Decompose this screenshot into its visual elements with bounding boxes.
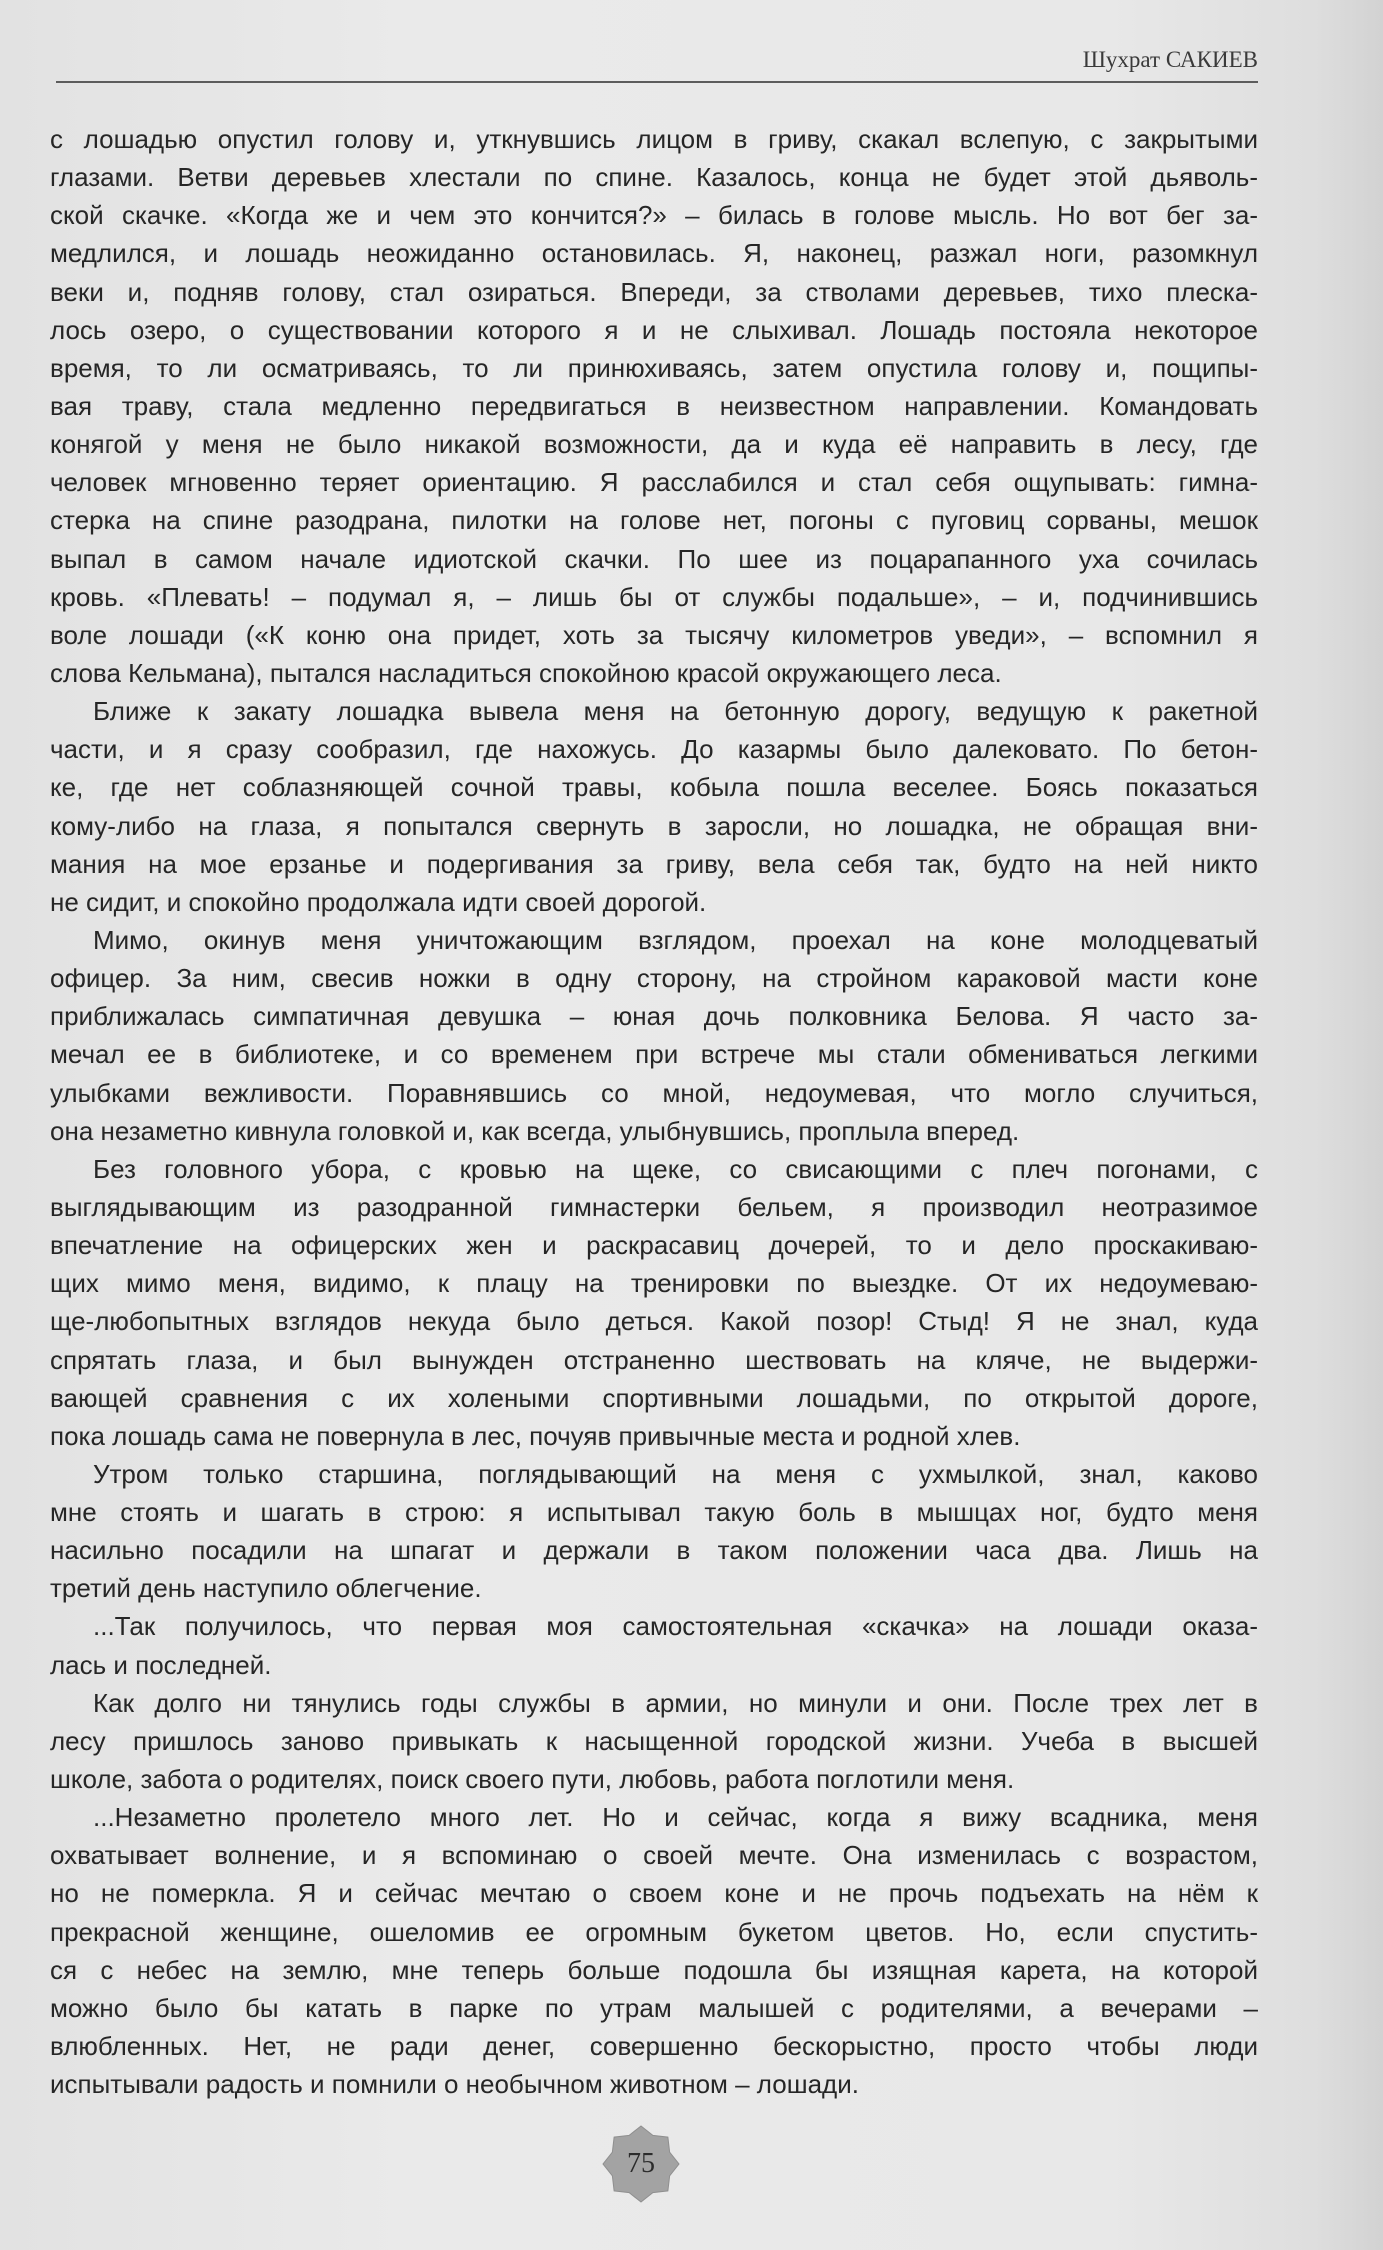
paragraph	[50, 1150, 1258, 1455]
text-line: впечатление на офицерских жен и раскрасавиц дочерей, то и дело проскакиваю-	[50, 1230, 1258, 1261]
paragraph	[50, 1455, 1258, 1608]
text-line: школе, забота о родителях, поиск своего пути, любовь, работа поглотили меня.	[50, 1764, 1015, 1795]
text-line: не сидит, и спокойно продолжала идти своей дорогой.	[50, 886, 707, 917]
text-line: с лошадью опустил голову и, уткнувшись лицом в гриву, скакал вслепую, с закрытыми	[50, 124, 1258, 154]
text-line: стерка на спине разодрана, пилотки на голове нет, погоны с пуговиц сорваны, мешок	[50, 505, 1258, 536]
text-line: слова Кельмана), пытался насладиться спокойною красой окружающего леса.	[50, 657, 1002, 688]
text-line: но не померкла. Я и сейчас мечтаю о своем коне и не прочь подъехать на нём к	[50, 1878, 1258, 1909]
text-line: прекрасной женщине, ошеломив ее огромным букетом цветов. Но, если спустить-	[50, 1916, 1258, 1947]
text-line: мне стоять и шагать в строю: я испытывал такую боль в мышцах ног, будто меня	[50, 1497, 1258, 1528]
text-line: ...Незаметно пролетело много лет. Но и сейчас, когда я вижу всадника, меня	[93, 1802, 1258, 1833]
text-line: мечал ее в библиотеке, и со временем при встрече мы стали обмениваться легкими	[50, 1039, 1258, 1070]
text-line: лось озеро, о существовании которого я и не слыхивал. Лошадь постояла некоторое	[50, 314, 1258, 345]
text-line: веки и, подняв голову, стал озираться. Впереди, за стволами деревьев, тихо плеска-	[50, 276, 1258, 307]
text-line: лась и последней.	[50, 1649, 272, 1680]
author-name: Шухрат САКИЕВ	[1082, 47, 1258, 72]
text-line: Мимо, окинув меня уничтожающим взглядом, проехал на коне молодцеватый	[93, 924, 1258, 955]
text-line: глазами. Ветви деревьев хлестали по спине. Казалось, конца не будет этой дьяволь-	[50, 162, 1258, 193]
text-line: охватывает волнение, и я вспоминаю о своей мечте. Она изменилась с возрастом,	[50, 1840, 1258, 1871]
paragraph	[50, 120, 1258, 692]
text-line: третий день наступило облегчение.	[50, 1573, 482, 1604]
text-line: насильно посадили на шпагат и держали в таком положении часа два. Лишь на	[50, 1535, 1258, 1566]
text-line: офицер. За ним, свесив ножки в одну сторону, на стройном караковой масти коне	[50, 963, 1258, 994]
text-line: ке, где нет соблазняющей сочной травы, кобыла пошла веселее. Боясь показаться	[50, 772, 1258, 803]
text-line: можно было бы катать в парке по утрам малышей с родителями, а вечерами –	[50, 1992, 1258, 2023]
text-line: Ближе к закату лошадка вывела меня на бетонную дорогу, ведущую к ракетной	[93, 696, 1258, 727]
text-line: ...Так получилось, что первая моя самостоятельная «скачка» на лошади оказа-	[93, 1611, 1258, 1642]
text-line: влюбленных. Нет, не ради денег, совершенно бескорыстно, просто чтобы люди	[50, 2031, 1258, 2062]
text-line: вая траву, стала медленно передвигаться в неизвестном направлении. Командовать	[50, 390, 1258, 421]
text-body	[50, 120, 1258, 2103]
running-head	[1083, 46, 1258, 74]
page-number-ornament	[601, 2124, 681, 2204]
text-line: человек мгновенно теряет ориентацию. Я расслабился и стал себя ощупывать: гимна-	[50, 467, 1258, 498]
text-line: время, то ли осматриваясь, то ли принюхиваясь, затем опустила голову и, пощипы-	[50, 352, 1258, 383]
text-line: выпал в самом начале идиотской скачки. По шее из поцарапанного уха сочилась	[50, 543, 1258, 574]
text-line: Как долго ни тянулись годы службы в армии, но минули и они. После трех лет в	[93, 1687, 1258, 1718]
text-line: Утром только старшина, поглядывающий на меня с ухмылкой, знал, каково	[93, 1458, 1258, 1489]
text-line: спрятать глаза, и был вынужден отстраненно шествовать на кляче, не выдержи-	[50, 1344, 1258, 1375]
paragraph	[50, 1798, 1258, 2103]
paragraph	[50, 921, 1258, 1150]
text-line: улыбками вежливости. Поравнявшись со мной, недоумевая, что могло случиться,	[50, 1077, 1258, 1108]
text-line: пока лошадь сама не повернула в лес, почуяв привычные места и родной хлев.	[50, 1420, 1021, 1451]
text-line: ся с небес на землю, мне теперь больше подошла бы изящная карета, на которой	[50, 1954, 1258, 1985]
text-line: выглядывающим из разодранной гимнастерки бельем, я производил неотразимое	[50, 1191, 1258, 1222]
paragraph	[50, 692, 1258, 921]
text-line: части, и я сразу сообразил, где нахожусь. До казармы было далековато. По бетон-	[50, 734, 1258, 765]
text-line: испытывали радость и помнили о необычном животном – лошади.	[50, 2069, 859, 2100]
text-line: приближалась симпатичная девушка – юная дочь полковника Белова. Я часто за-	[50, 1001, 1258, 1032]
text-line: вающей сравнения с их холеными спортивными лошадьми, по открытой дороге,	[50, 1382, 1258, 1413]
paragraph	[50, 1684, 1258, 1798]
text-line: воле лошади («К коню она придет, хоть за тысячу километров уведи», – вспомнил я	[50, 619, 1258, 650]
header-rule	[56, 81, 1258, 83]
paragraph	[50, 1607, 1258, 1683]
text-line: Без головного убора, с кровью на щеке, со свисающими с плеч погонами, с	[93, 1153, 1258, 1184]
text-line: ще-любопытных взглядов некуда было деться. Какой позор! Стыд! Я не знал, куда	[50, 1306, 1258, 1337]
text-line: ской скачке. «Когда же и чем это кончится?» – билась в голове мысль. Но вот бег за-	[50, 200, 1258, 231]
page-number: 75	[627, 2148, 655, 2179]
text-line: медлился, и лошадь неожиданно остановилась. Я, наконец, разжал ноги, разомкнул	[50, 238, 1258, 269]
text-line: кому-либо на глаза, я попытался свернуть в заросли, но лошадка, не обращая вни-	[50, 810, 1258, 841]
text-line: лесу пришлось заново привыкать к насыщенной городской жизни. Учеба в высшей	[50, 1725, 1258, 1756]
text-line: она незаметно кивнула головкой и, как всегда, улыбнувшись, проплыла вперед.	[50, 1115, 1020, 1146]
text-line: мания на мое ерзанье и подергивания за гриву, вела себя так, будто на ней никто	[50, 848, 1258, 879]
text-line: кровь. «Плевать! – подумал я, – лишь бы от службы подальше», – и, подчинившись	[50, 581, 1258, 612]
text-line: щих мимо меня, видимо, к плацу на тренировки по выездке. От их недоумеваю-	[50, 1268, 1258, 1299]
text-line: конягой у меня не было никакой возможности, да и куда её направить в лесу, где	[50, 429, 1258, 460]
